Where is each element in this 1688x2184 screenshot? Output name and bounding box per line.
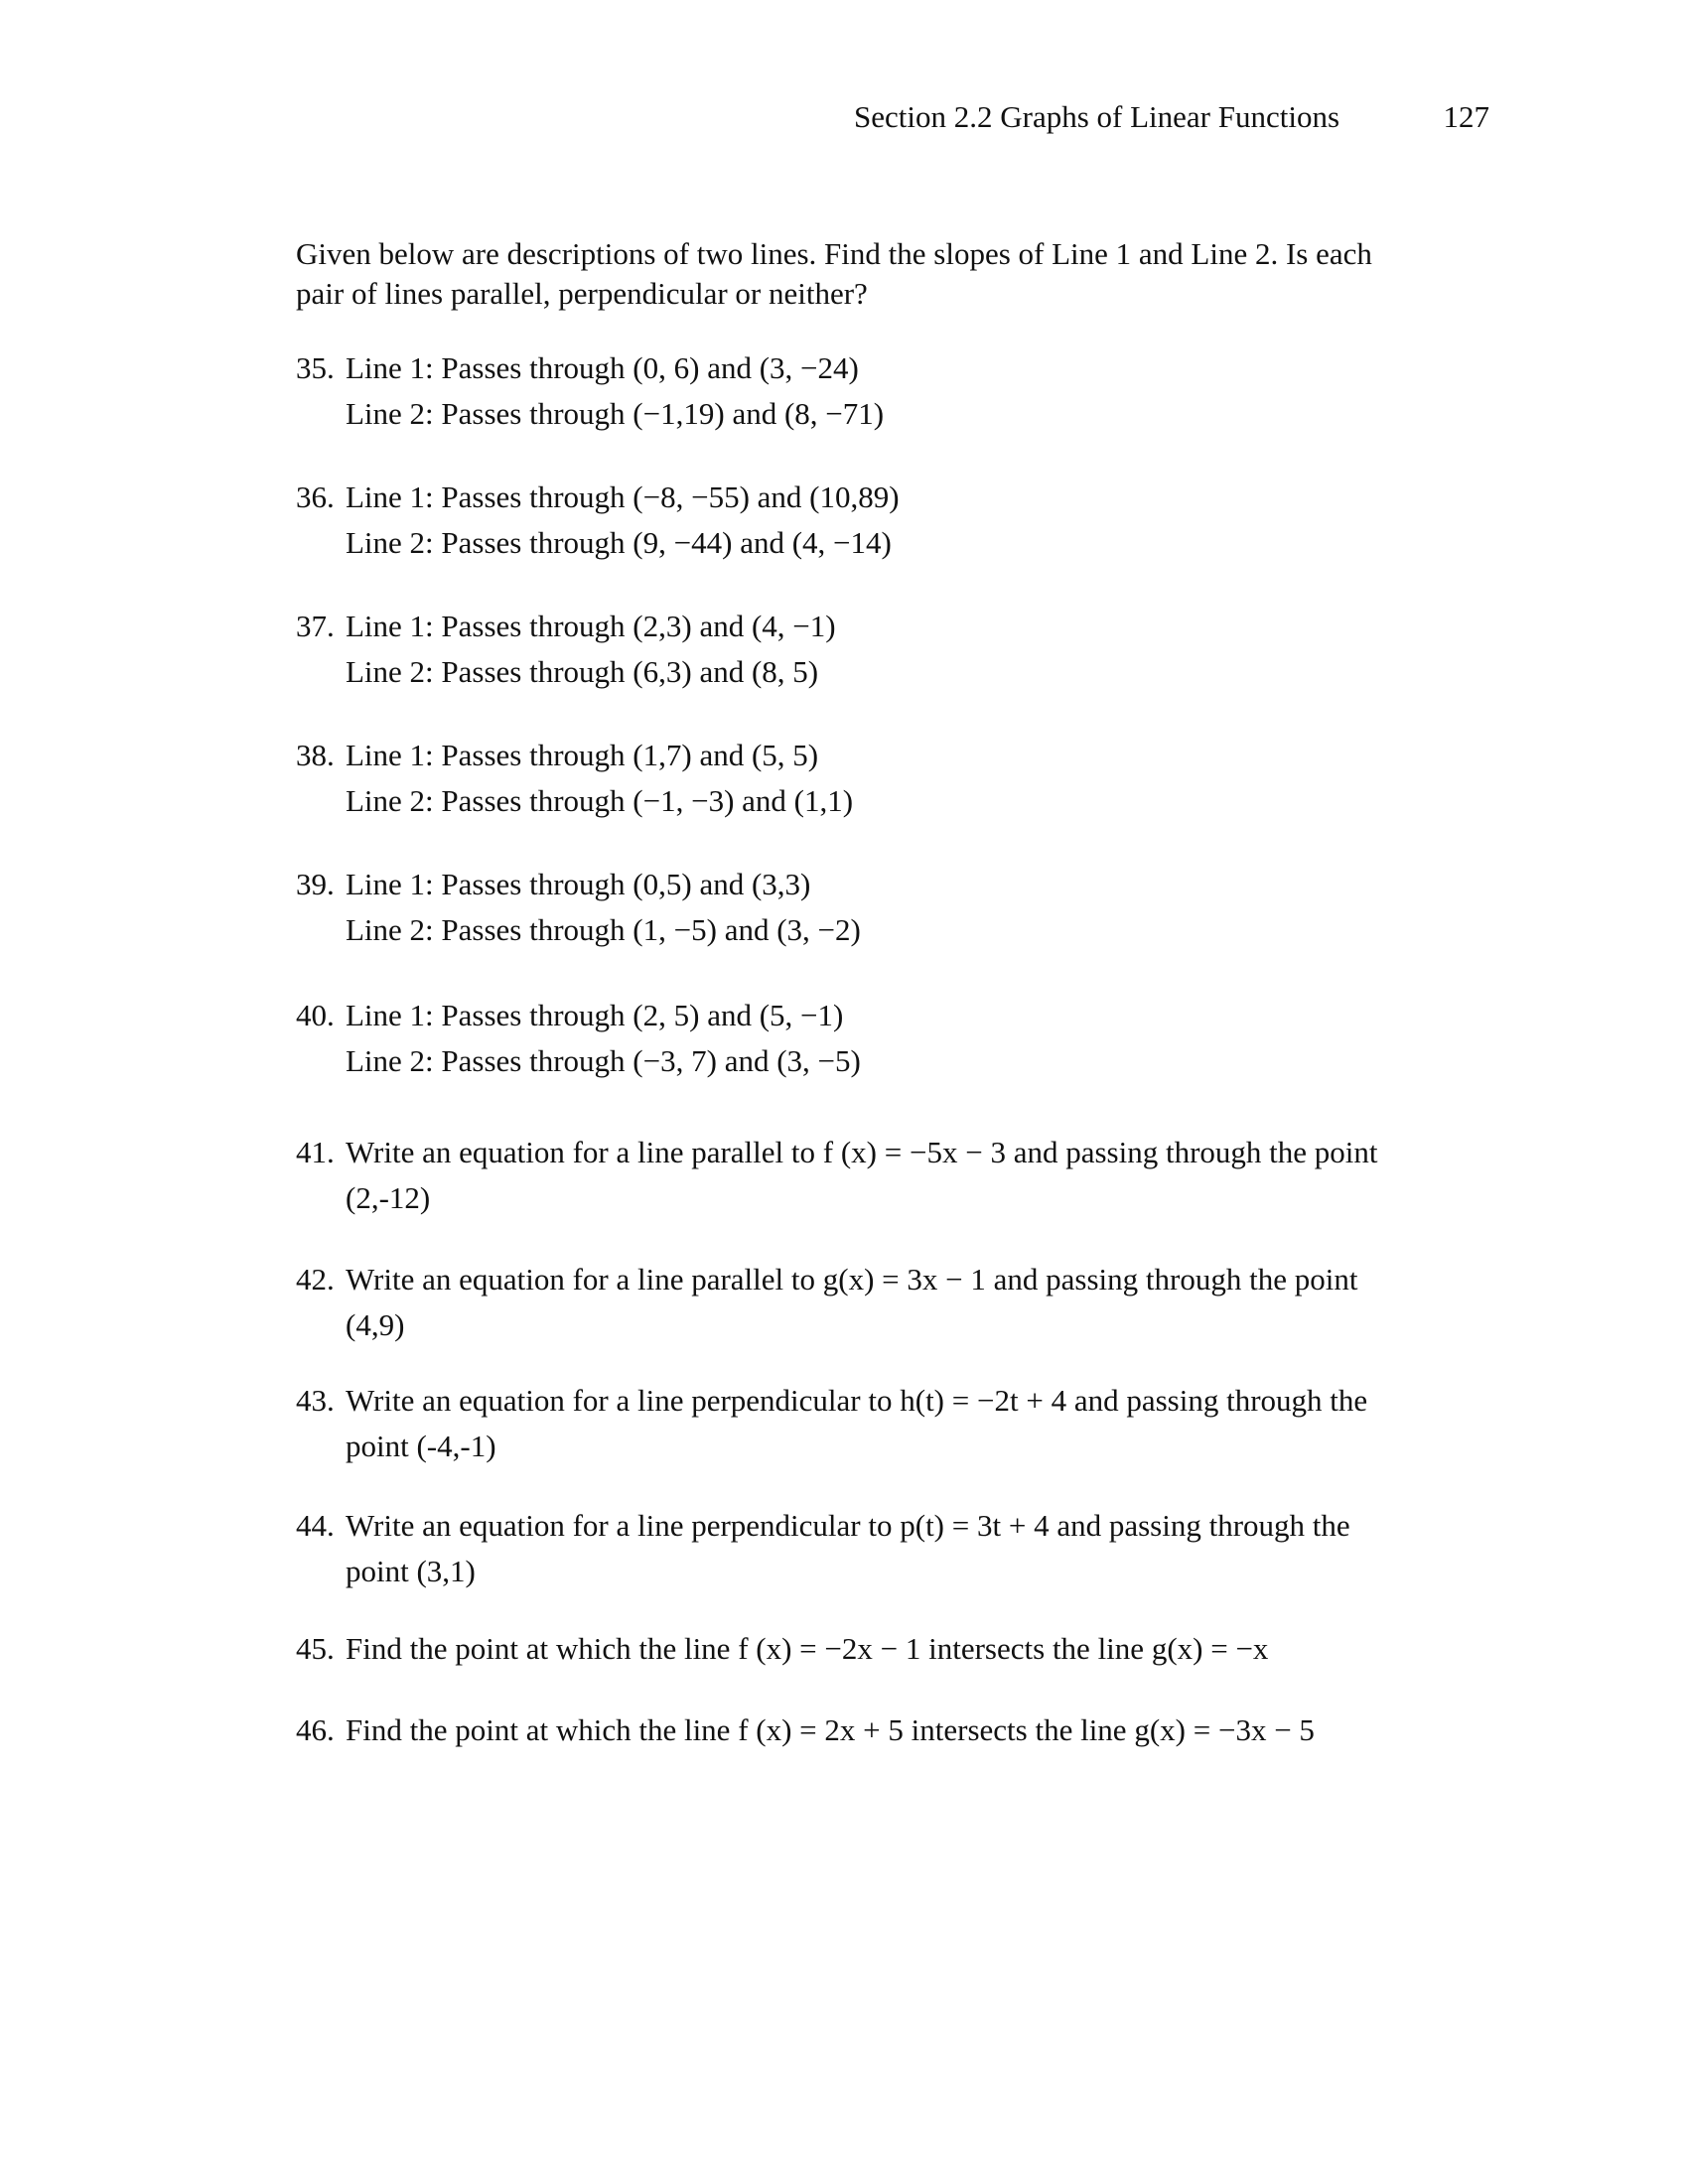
problem-42 [296, 1257, 1487, 1348]
line-1-description: Line 1: Passes through (1,7) and (5, 5) [346, 738, 819, 772]
line-2-description: Line 2: Passes through (−3, 7) and (3, −5) [346, 1043, 861, 1078]
problem-39 [296, 862, 861, 953]
problem-text: Find the point at which the line [346, 1631, 739, 1666]
instructions-line-2: pair of lines parallel, perpendicular or neither? [296, 276, 868, 311]
equation: p(t) = 3t + 4 [900, 1508, 1050, 1543]
section-title: Section 2.2 Graphs of Linear Functions [854, 99, 1340, 134]
equation-g: g(x) = −3x − 5 [1134, 1712, 1315, 1747]
problem-text-end: and passing through the [1049, 1508, 1350, 1543]
problem-text-end: and passing through the point [1005, 1135, 1378, 1169]
problem-text-end: and passing through the [1066, 1383, 1368, 1418]
problem-36 [296, 475, 900, 566]
problem-number: 40. [296, 998, 335, 1032]
problem-45 [296, 1626, 1487, 1672]
line-2-description: Line 2: Passes through (1, −5) and (3, −2) [346, 912, 861, 947]
problem-continuation: (2,-12) [346, 1180, 431, 1215]
problem-number: 45. [296, 1631, 335, 1666]
problem-text: Write an equation for a line parallel to [346, 1262, 823, 1297]
problem-text: Write an equation for a line parallel to [346, 1135, 823, 1169]
problem-text: Write an equation for a line perpendicular to [346, 1508, 901, 1543]
problem-number: 46. [296, 1712, 335, 1747]
problem-continuation: point (-4,-1) [346, 1429, 496, 1463]
line-2-description: Line 2: Passes through (9, −44) and (4, −14) [346, 525, 892, 560]
problem-38 [296, 733, 853, 824]
problem-46 [296, 1707, 1487, 1753]
problem-text-mid: intersects the line [920, 1631, 1152, 1666]
problem-35 [296, 345, 884, 437]
problem-text: Find the point at which the line [346, 1712, 739, 1747]
problem-number: 42. [296, 1262, 335, 1297]
line-1-description: Line 1: Passes through (−8, −55) and (10,89) [346, 479, 900, 514]
line-1-description: Line 1: Passes through (0, 6) and (3, −24) [346, 350, 859, 385]
problem-number: 37. [296, 609, 335, 643]
problem-number: 36. [296, 479, 335, 514]
problem-43 [296, 1378, 1487, 1469]
instructions [296, 234, 1468, 314]
line-1-description: Line 1: Passes through (2,3) and (4, −1) [346, 609, 836, 643]
equation-f: f (x) = −2x − 1 [738, 1631, 921, 1666]
equation: h(t) = −2t + 4 [900, 1383, 1067, 1418]
problem-number: 43. [296, 1383, 335, 1418]
problem-41 [296, 1130, 1487, 1221]
problem-40 [296, 993, 861, 1084]
page-number: 127 [1443, 99, 1489, 134]
problem-text-mid: intersects the line [903, 1712, 1135, 1747]
problem-37 [296, 604, 836, 695]
problem-number: 41. [296, 1135, 335, 1169]
problem-continuation: (4,9) [346, 1307, 405, 1342]
line-1-description: Line 1: Passes through (2, 5) and (5, −1) [346, 998, 844, 1032]
equation: g(x) = 3x − 1 [822, 1262, 986, 1297]
instructions-line-1: Given below are descriptions of two lines. Find the slopes of Line 1 and Line 2. Is each [296, 236, 1372, 271]
problem-text-end: and passing through the point [985, 1262, 1358, 1297]
line-2-description: Line 2: Passes through (−1, −3) and (1,1) [346, 783, 854, 818]
line-2-description: Line 2: Passes through (6,3) and (8, 5) [346, 654, 819, 689]
equation: f (x) = −5x − 3 [822, 1135, 1006, 1169]
problem-number: 39. [296, 867, 335, 901]
equation-f: f (x) = 2x + 5 [738, 1712, 904, 1747]
problem-number: 44. [296, 1508, 335, 1543]
equation-g: g(x) = −x [1151, 1631, 1269, 1666]
line-1-description: Line 1: Passes through (0,5) and (3,3) [346, 867, 811, 901]
problem-text: Write an equation for a line perpendicular to [346, 1383, 901, 1418]
problem-number: 35. [296, 350, 335, 385]
line-2-description: Line 2: Passes through (−1,19) and (8, −71) [346, 396, 885, 431]
problem-44 [296, 1503, 1487, 1594]
problem-continuation: point (3,1) [346, 1554, 476, 1588]
problem-number: 38. [296, 738, 335, 772]
